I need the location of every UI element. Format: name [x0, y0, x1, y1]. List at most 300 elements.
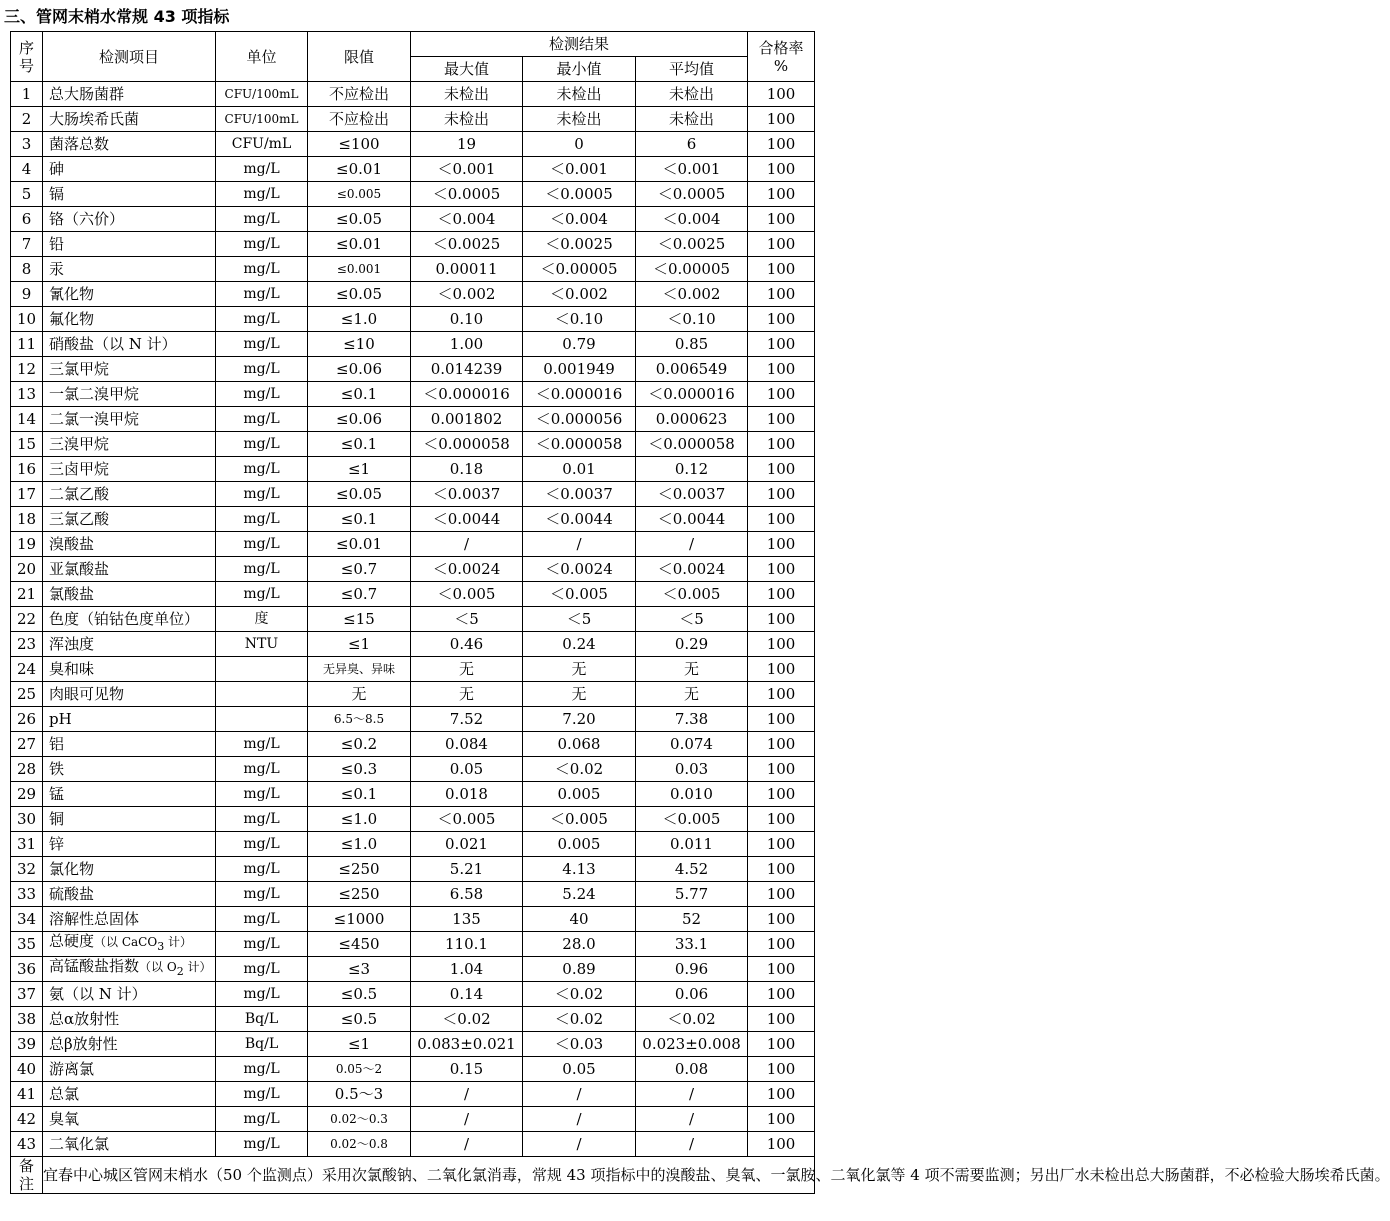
row-unit: 度	[216, 607, 308, 632]
row-limit: 0.02～0.3	[308, 1107, 411, 1132]
row-rate: 100	[748, 507, 815, 532]
row-item: 臭和味	[43, 657, 216, 682]
row-item: 三氯乙酸	[43, 507, 216, 532]
row-item: pH	[43, 707, 216, 732]
row-limit: 0.02～0.8	[308, 1132, 411, 1157]
row-min: ＜0.001	[523, 157, 636, 182]
row-unit: mg/L	[216, 582, 308, 607]
row-unit: mg/L	[216, 857, 308, 882]
row-item: 总大肠菌群	[43, 82, 216, 107]
row-index: 3	[11, 132, 43, 157]
row-limit: ≤450	[308, 932, 411, 957]
row-avg: 0.074	[636, 732, 748, 757]
row-limit: 不应检出	[308, 107, 411, 132]
row-rate: 100	[748, 282, 815, 307]
row-item: 氯化物	[43, 857, 216, 882]
row-index: 41	[11, 1082, 43, 1107]
row-index: 33	[11, 882, 43, 907]
row-avg: ＜0.0024	[636, 557, 748, 582]
row-min: ＜0.10	[523, 307, 636, 332]
row-max: ＜0.005	[411, 582, 523, 607]
table-row	[11, 882, 815, 907]
row-limit: ≤0.5	[308, 982, 411, 1007]
row-limit: ≤100	[308, 132, 411, 157]
row-index: 18	[11, 507, 43, 532]
table-row	[11, 557, 815, 582]
row-rate: 100	[748, 1032, 815, 1057]
row-max: /	[411, 532, 523, 557]
row-max: /	[411, 1132, 523, 1157]
row-item: 氯酸盐	[43, 582, 216, 607]
row-limit: ≤0.7	[308, 557, 411, 582]
row-unit: mg/L	[216, 482, 308, 507]
row-unit: mg/L	[216, 407, 308, 432]
row-item: 大肠埃希氏菌	[43, 107, 216, 132]
row-limit: ≤0.06	[308, 407, 411, 432]
row-rate: 100	[748, 807, 815, 832]
table-row	[11, 607, 815, 632]
row-limit: ≤0.06	[308, 357, 411, 382]
row-avg: ＜0.001	[636, 157, 748, 182]
row-max: 0.001802	[411, 407, 523, 432]
row-item: 硫酸盐	[43, 882, 216, 907]
table-row	[11, 357, 815, 382]
row-index: 39	[11, 1032, 43, 1057]
row-avg: 33.1	[636, 932, 748, 957]
row-avg: 0.000623	[636, 407, 748, 432]
row-max: ＜0.005	[411, 807, 523, 832]
row-index: 10	[11, 307, 43, 332]
row-index: 38	[11, 1007, 43, 1032]
row-rate: 100	[748, 132, 815, 157]
table-row	[11, 1082, 815, 1107]
row-max: ＜0.0024	[411, 557, 523, 582]
row-avg: ＜0.10	[636, 307, 748, 332]
row-max: ＜0.0044	[411, 507, 523, 532]
row-rate: 100	[748, 382, 815, 407]
row-limit: ≤0.2	[308, 732, 411, 757]
row-limit: ≤0.05	[308, 207, 411, 232]
row-max: ＜0.000016	[411, 382, 523, 407]
row-unit: mg/L	[216, 1107, 308, 1132]
row-avg: 未检出	[636, 82, 748, 107]
page-title: 三、管网末梢水常规 43 项指标	[4, 7, 230, 26]
note-label: 备 注	[11, 1157, 43, 1194]
row-min: 0.068	[523, 732, 636, 757]
row-max: 未检出	[411, 82, 523, 107]
row-item: 三溴甲烷	[43, 432, 216, 457]
row-max: 0.083±0.021	[411, 1032, 523, 1057]
note-row	[11, 1157, 815, 1194]
table-row	[11, 907, 815, 932]
row-index: 7	[11, 232, 43, 257]
row-limit: ≤0.5	[308, 1007, 411, 1032]
row-avg: 0.03	[636, 757, 748, 782]
row-unit: mg/L	[216, 307, 308, 332]
row-index: 35	[11, 932, 43, 957]
row-item: 总氯	[43, 1082, 216, 1107]
row-limit: ≤0.1	[308, 507, 411, 532]
row-max: 0.05	[411, 757, 523, 782]
table-row	[11, 657, 815, 682]
row-item: 砷	[43, 157, 216, 182]
row-rate: 100	[748, 982, 815, 1007]
row-unit: CFU/100mL	[216, 82, 308, 107]
row-min: 无	[523, 657, 636, 682]
row-min: ＜0.0024	[523, 557, 636, 582]
row-rate: 100	[748, 157, 815, 182]
row-rate: 100	[748, 882, 815, 907]
row-limit: ≤0.1	[308, 782, 411, 807]
row-unit: mg/L	[216, 957, 308, 982]
row-rate: 100	[748, 757, 815, 782]
row-index: 19	[11, 532, 43, 557]
row-min: 40	[523, 907, 636, 932]
row-index: 36	[11, 957, 43, 982]
table-row	[11, 132, 815, 157]
row-index: 25	[11, 682, 43, 707]
table-row	[11, 332, 815, 357]
row-index: 16	[11, 457, 43, 482]
row-min: 0.89	[523, 957, 636, 982]
row-rate: 100	[748, 332, 815, 357]
row-limit: ≤1000	[308, 907, 411, 932]
row-item: 一氯二溴甲烷	[43, 382, 216, 407]
row-min: ＜0.000058	[523, 432, 636, 457]
row-index: 43	[11, 1132, 43, 1157]
row-avg: 未检出	[636, 107, 748, 132]
row-limit: ≤15	[308, 607, 411, 632]
row-max: 135	[411, 907, 523, 932]
row-max: 0.00011	[411, 257, 523, 282]
row-max: /	[411, 1107, 523, 1132]
row-min: ＜0.000056	[523, 407, 636, 432]
row-limit: ≤1	[308, 457, 411, 482]
row-avg: 0.006549	[636, 357, 748, 382]
row-unit: mg/L	[216, 832, 308, 857]
row-min: 未检出	[523, 107, 636, 132]
row-min: ＜0.0037	[523, 482, 636, 507]
row-item: 镉	[43, 182, 216, 207]
header-limit: 限值	[308, 32, 411, 82]
row-min: ＜5	[523, 607, 636, 632]
row-unit: mg/L	[216, 882, 308, 907]
row-max: 0.15	[411, 1057, 523, 1082]
row-limit: ≤3	[308, 957, 411, 982]
row-min: 7.20	[523, 707, 636, 732]
row-rate: 100	[748, 657, 815, 682]
table-row	[11, 632, 815, 657]
row-unit: mg/L	[216, 157, 308, 182]
row-min: /	[523, 1082, 636, 1107]
row-avg: 0.29	[636, 632, 748, 657]
row-index: 4	[11, 157, 43, 182]
row-index: 24	[11, 657, 43, 682]
row-min: 5.24	[523, 882, 636, 907]
row-item: 硝酸盐（以 N 计）	[43, 332, 216, 357]
table-row	[11, 457, 815, 482]
row-max: 无	[411, 682, 523, 707]
row-min: 0.01	[523, 457, 636, 482]
row-avg: ＜0.0044	[636, 507, 748, 532]
row-avg: ＜0.02	[636, 1007, 748, 1032]
row-item: 总硬度（以 CaCO$_3$ 计）	[43, 932, 216, 957]
row-limit: ≤0.3	[308, 757, 411, 782]
row-limit: ≤0.005	[308, 182, 411, 207]
row-max: ＜0.000058	[411, 432, 523, 457]
table-row	[11, 157, 815, 182]
row-min: 0.24	[523, 632, 636, 657]
row-limit: 无异臭、异味	[308, 657, 411, 682]
row-limit: 0.05～2	[308, 1057, 411, 1082]
row-unit	[216, 707, 308, 732]
row-max: 0.18	[411, 457, 523, 482]
row-rate: 100	[748, 557, 815, 582]
header-avg: 平均值	[636, 57, 748, 82]
table-row	[11, 482, 815, 507]
row-limit: 无	[308, 682, 411, 707]
row-min: 无	[523, 682, 636, 707]
row-min: 0	[523, 132, 636, 157]
row-min: ＜0.03	[523, 1032, 636, 1057]
row-item: 溴酸盐	[43, 532, 216, 557]
row-unit: mg/L	[216, 1132, 308, 1157]
row-avg: ＜0.004	[636, 207, 748, 232]
row-limit: 6.5～8.5	[308, 707, 411, 732]
row-limit: ≤0.01	[308, 232, 411, 257]
table-row	[11, 857, 815, 882]
row-limit: ≤250	[308, 882, 411, 907]
row-avg: 6	[636, 132, 748, 157]
row-unit: mg/L	[216, 282, 308, 307]
row-avg: ＜0.005	[636, 807, 748, 832]
row-max: ＜0.004	[411, 207, 523, 232]
row-limit: ≤0.1	[308, 432, 411, 457]
row-max: ＜5	[411, 607, 523, 632]
row-max: 7.52	[411, 707, 523, 732]
row-unit: mg/L	[216, 732, 308, 757]
header-result: 检测结果	[411, 32, 748, 57]
row-item: 三氯甲烷	[43, 357, 216, 382]
row-max: 0.018	[411, 782, 523, 807]
row-unit: mg/L	[216, 182, 308, 207]
row-avg: /	[636, 1082, 748, 1107]
row-avg: ＜0.0005	[636, 182, 748, 207]
row-rate: 100	[748, 707, 815, 732]
table-row	[11, 732, 815, 757]
table-row	[11, 107, 815, 132]
row-item: 铜	[43, 807, 216, 832]
row-rate: 100	[748, 182, 815, 207]
table-row	[11, 707, 815, 732]
row-limit: 0.5～3	[308, 1082, 411, 1107]
row-max: 0.014239	[411, 357, 523, 382]
row-avg: ＜0.005	[636, 582, 748, 607]
row-item: 菌落总数	[43, 132, 216, 157]
row-item: 铬（六价）	[43, 207, 216, 232]
row-unit: mg/L	[216, 332, 308, 357]
row-unit: CFU/mL	[216, 132, 308, 157]
row-avg: 0.011	[636, 832, 748, 857]
row-min: 0.001949	[523, 357, 636, 382]
row-limit: ≤0.01	[308, 532, 411, 557]
row-item: 氟化物	[43, 307, 216, 332]
table-row	[11, 532, 815, 557]
row-avg: /	[636, 1132, 748, 1157]
row-avg: 0.06	[636, 982, 748, 1007]
header-index: 序 号	[11, 32, 43, 82]
row-max: 1.00	[411, 332, 523, 357]
row-limit: ≤0.05	[308, 482, 411, 507]
table-row	[11, 232, 815, 257]
row-rate: 100	[748, 1057, 815, 1082]
row-item: 肉眼可见物	[43, 682, 216, 707]
row-unit: mg/L	[216, 532, 308, 557]
row-limit: 不应检出	[308, 82, 411, 107]
row-avg: 5.77	[636, 882, 748, 907]
row-unit: mg/L	[216, 757, 308, 782]
row-min: ＜0.005	[523, 807, 636, 832]
row-index: 6	[11, 207, 43, 232]
row-rate: 100	[748, 207, 815, 232]
row-max: ＜0.001	[411, 157, 523, 182]
row-index: 32	[11, 857, 43, 882]
row-avg: 0.023±0.008	[636, 1032, 748, 1057]
row-max: /	[411, 1082, 523, 1107]
row-limit: ≤0.001	[308, 257, 411, 282]
row-index: 9	[11, 282, 43, 307]
row-max: ＜0.002	[411, 282, 523, 307]
row-rate: 100	[748, 107, 815, 132]
row-avg: 7.38	[636, 707, 748, 732]
row-min: /	[523, 1107, 636, 1132]
row-min: ＜0.005	[523, 582, 636, 607]
row-avg: 0.010	[636, 782, 748, 807]
row-index: 1	[11, 82, 43, 107]
table-row	[11, 982, 815, 1007]
table-row	[11, 757, 815, 782]
row-unit: mg/L	[216, 982, 308, 1007]
table-row	[11, 932, 815, 957]
row-min: 未检出	[523, 82, 636, 107]
row-min: ＜0.02	[523, 757, 636, 782]
row-index: 14	[11, 407, 43, 432]
row-avg: 0.12	[636, 457, 748, 482]
row-index: 2	[11, 107, 43, 132]
row-item: 三卤甲烷	[43, 457, 216, 482]
row-item: 汞	[43, 257, 216, 282]
note-text: 宜春中心城区管网末梢水（50 个监测点）采用次氯酸钠、二氧化氯消毒，常规 43 项指标中的溴酸盐、臭氧、一氯胺、二氧化氯等 4 项不需要监测；另出厂水未检出总大肠菌群，不必检验大肠埃希氏菌。	[43, 1157, 815, 1194]
row-rate: 100	[748, 357, 815, 382]
row-max: 0.46	[411, 632, 523, 657]
row-limit: ≤1	[308, 632, 411, 657]
row-min: ＜0.004	[523, 207, 636, 232]
row-limit: ≤0.7	[308, 582, 411, 607]
row-max: 5.21	[411, 857, 523, 882]
row-item: 总β放射性	[43, 1032, 216, 1057]
row-rate: 100	[748, 232, 815, 257]
row-unit	[216, 682, 308, 707]
row-min: /	[523, 1132, 636, 1157]
row-index: 34	[11, 907, 43, 932]
row-max: 110.1	[411, 932, 523, 957]
row-index: 31	[11, 832, 43, 857]
row-rate: 100	[748, 407, 815, 432]
row-avg: /	[636, 532, 748, 557]
row-index: 17	[11, 482, 43, 507]
row-index: 27	[11, 732, 43, 757]
header-rate: 合格率 %	[748, 32, 815, 82]
row-unit: mg/L	[216, 807, 308, 832]
row-max: 6.58	[411, 882, 523, 907]
row-rate: 100	[748, 782, 815, 807]
row-avg: ＜5	[636, 607, 748, 632]
row-min: 28.0	[523, 932, 636, 957]
row-item: 二氯乙酸	[43, 482, 216, 507]
row-item: 锌	[43, 832, 216, 857]
row-avg: ＜0.0025	[636, 232, 748, 257]
row-max: ＜0.0025	[411, 232, 523, 257]
row-index: 13	[11, 382, 43, 407]
row-rate: 100	[748, 632, 815, 657]
header-min: 最小值	[523, 57, 636, 82]
row-index: 23	[11, 632, 43, 657]
table-row	[11, 257, 815, 282]
row-rate: 100	[748, 1132, 815, 1157]
row-unit: mg/L	[216, 457, 308, 482]
table-row	[11, 1057, 815, 1082]
row-max: ＜0.02	[411, 1007, 523, 1032]
row-avg: 无	[636, 682, 748, 707]
row-avg: 52	[636, 907, 748, 932]
row-max: 19	[411, 132, 523, 157]
row-rate: 100	[748, 682, 815, 707]
row-limit: ≤250	[308, 857, 411, 882]
row-max: 0.14	[411, 982, 523, 1007]
row-index: 28	[11, 757, 43, 782]
row-rate: 100	[748, 1107, 815, 1132]
row-index: 5	[11, 182, 43, 207]
row-item: 铅	[43, 232, 216, 257]
row-rate: 100	[748, 582, 815, 607]
row-item: 二氯一溴甲烷	[43, 407, 216, 432]
row-min: 4.13	[523, 857, 636, 882]
row-index: 11	[11, 332, 43, 357]
header-row-1	[11, 32, 815, 57]
row-item: 氨（以 N 计）	[43, 982, 216, 1007]
row-limit: ≤0.05	[308, 282, 411, 307]
row-max: 0.084	[411, 732, 523, 757]
row-min: ＜0.0025	[523, 232, 636, 257]
row-min: ＜0.02	[523, 982, 636, 1007]
row-avg: ＜0.0037	[636, 482, 748, 507]
row-min: ＜0.0005	[523, 182, 636, 207]
table-row	[11, 832, 815, 857]
row-rate: 100	[748, 457, 815, 482]
row-unit: NTU	[216, 632, 308, 657]
row-index: 15	[11, 432, 43, 457]
header-max: 最大值	[411, 57, 523, 82]
table-row	[11, 82, 815, 107]
row-limit: ≤0.1	[308, 382, 411, 407]
row-limit: ≤1.0	[308, 307, 411, 332]
row-avg: ＜0.002	[636, 282, 748, 307]
table-row	[11, 957, 815, 982]
table-row	[11, 507, 815, 532]
row-avg: ＜0.00005	[636, 257, 748, 282]
row-unit: CFU/100mL	[216, 107, 308, 132]
indicator-table	[10, 31, 1390, 1194]
